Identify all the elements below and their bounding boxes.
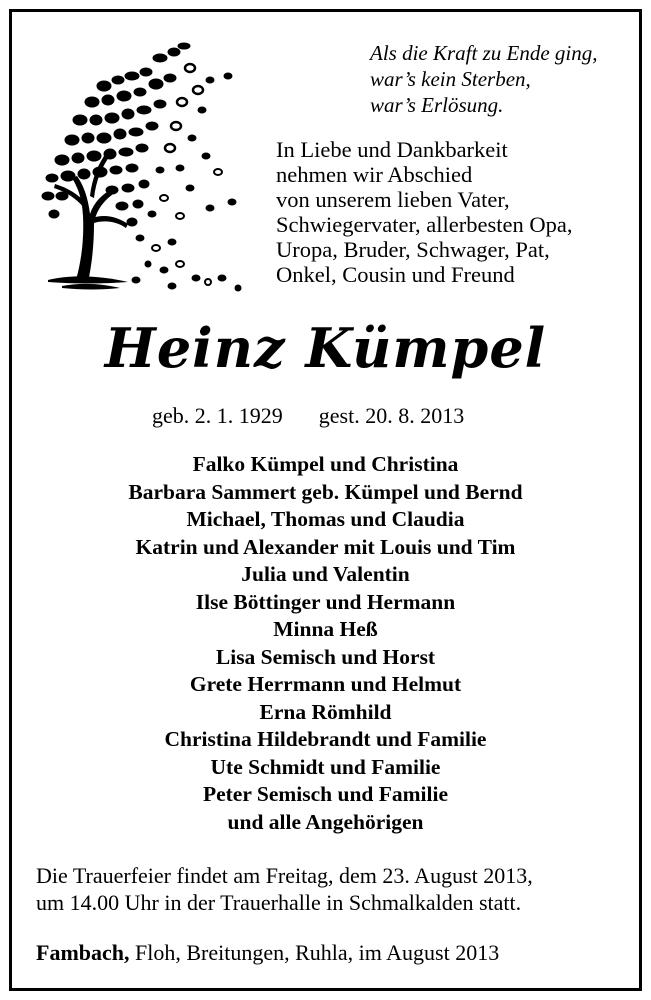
intro-line: Schwiegervater, allerbesten Opa,: [276, 212, 573, 237]
mourners-list: [0, 451, 651, 836]
mourner-line: Falko Kümpel und Christina: [192, 452, 459, 476]
mourner-line: Ilse Böttinger und Hermann: [195, 589, 456, 614]
mourner-line: Barbara Sammert geb. Kümpel und Bernd: [128, 479, 523, 504]
service-line: Die Trauerfeier findet am Freitag, dem 23. August 2013,: [36, 863, 533, 888]
motto-line: war’s kein Sterben,: [370, 67, 531, 91]
mourner-line: und alle Angehörigen: [227, 809, 424, 834]
intro-line: von unserem lieben Vater,: [276, 187, 510, 212]
mourner-line: Peter Semisch und Familie: [202, 782, 449, 806]
mourner-line: Minna Heß: [273, 617, 378, 641]
motto-line: war’s Erlösung.: [370, 93, 504, 117]
mourner-line: Lisa Semisch und Horst: [215, 644, 436, 669]
mourner-line: Erna Römhild: [259, 699, 392, 724]
mourner-line: Ute Schmidt und Familie: [210, 754, 441, 779]
place-and-date: [36, 940, 636, 966]
intro-line: Onkel, Cousin und Freund: [276, 262, 515, 287]
birth-date: geb. 2. 1. 1929: [152, 403, 283, 428]
place-primary: Fambach,: [36, 940, 130, 965]
tree-icon: [32, 38, 247, 300]
mourner-line: Michael, Thomas und Claudia: [186, 507, 465, 531]
funeral-service-info: [36, 862, 636, 916]
motto-line: Als die Kraft zu Ende ging,: [370, 41, 598, 65]
intro-line: Uropa, Bruder, Schwager, Pat,: [276, 237, 550, 262]
death-date: gest. 20. 8. 2013: [318, 403, 465, 428]
intro-line: In Liebe und Dankbarkeit: [276, 137, 508, 162]
intro-line: nehmen wir Abschied: [276, 162, 473, 187]
intro-text: [276, 137, 636, 287]
motto-verse: [370, 40, 640, 118]
mourner-line: Christina Hildebrandt und Familie: [164, 727, 487, 751]
place-rest: Floh, Breitungen, Ruhla, im August 2013: [129, 940, 500, 965]
mourner-line: Julia und Valentin: [241, 562, 410, 586]
mourner-line: Katrin und Alexander mit Louis und Tim: [135, 534, 516, 559]
service-line: um 14.00 Uhr in der Trauerhalle in Schmalkalden statt.: [36, 890, 522, 915]
mourner-line: Grete Herrmann und Helmut: [189, 672, 462, 696]
life-dates: [152, 403, 464, 429]
deceased-name: Heinz Kümpel: [104, 316, 547, 380]
